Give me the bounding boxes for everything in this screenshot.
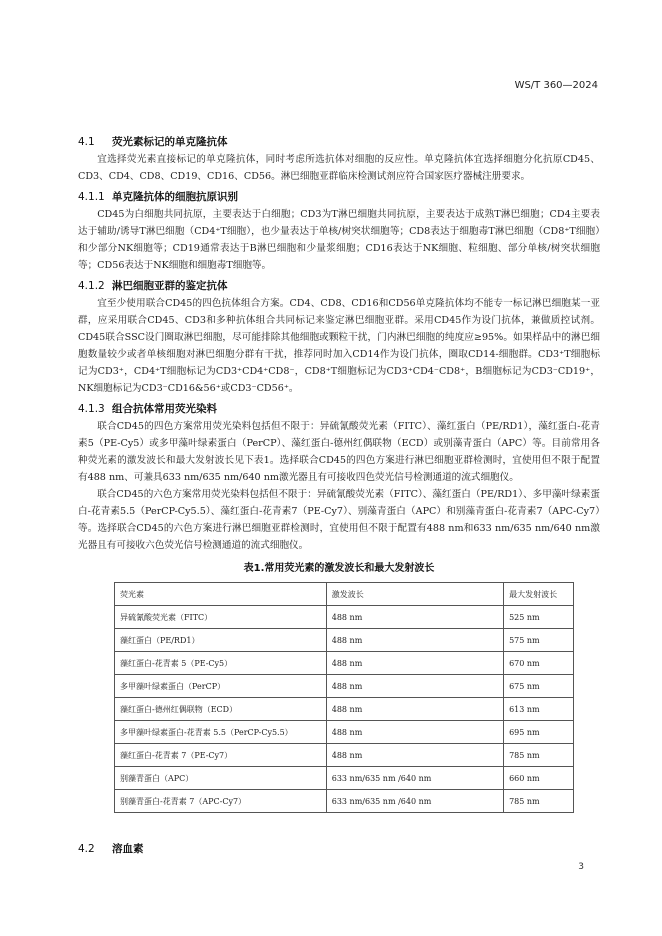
table-cell: 525 nm (504, 606, 574, 629)
page-number: 3 (578, 862, 584, 872)
section-title: 荧光素标记的单克隆抗体 (112, 136, 228, 148)
table-cell: 785 nm (504, 790, 574, 813)
section-number: 4.2 (78, 843, 95, 855)
table-cell: 488 nm (326, 652, 503, 675)
table-cell: 488 nm (326, 675, 503, 698)
table-header-row (115, 583, 574, 606)
table-row (115, 790, 574, 813)
table-cell: 藻红蛋白-德州红偶联物（ECD） (115, 698, 327, 721)
header-cell: 荧光素 (115, 583, 327, 606)
table-cell: 488 nm (326, 629, 503, 652)
table-cell: 488 nm (326, 744, 503, 767)
document-body (78, 130, 600, 813)
table-cell: 613 nm (504, 698, 574, 721)
standard-code: WS/T 360—2024 (514, 80, 598, 91)
paragraph: CD45为白细胞共同抗原，主要表达于白细胞；CD3为T淋巴细胞共同抗原，主要表达于成熟T淋巴细胞；CD4主要表达于辅助/诱导T淋巴细胞（CD4⁺T细胞），也少量表达于单核/树突状细胞等；CD8表达于细胞毒T淋巴细胞（CD8⁺T细胞）和少部分NK细胞等；CD19通常表达于B淋巴细胞和少量浆细胞；CD16表达于NK细胞、粒细胞、部分单核/树突状细胞等；CD56表达于NK细胞和细胞毒T细胞等。 (78, 209, 600, 271)
section-4-1-1-heading (78, 189, 600, 206)
table-caption: 表1.常用荧光素的激发波长和最大发射波长 (243, 563, 435, 574)
table-cell: 670 nm (504, 652, 574, 675)
table-cell: 695 nm (504, 721, 574, 744)
table-cell: 675 nm (504, 675, 574, 698)
section-4-1-3-heading (78, 401, 600, 418)
table-row (115, 744, 574, 767)
section-number: 4.1.3 (78, 403, 105, 415)
section-number: 4.1.2 (78, 280, 105, 292)
section-title: 溶血素 (112, 843, 144, 855)
section-number: 4.1 (78, 136, 95, 148)
table-row (115, 652, 574, 675)
table-cell: 多甲藻叶绿素蛋白-花青素 5.5（PerCP-Cy5.5） (115, 721, 327, 744)
table-cell: 488 nm (326, 606, 503, 629)
table-row (115, 721, 574, 744)
section-4-1-2-heading (78, 278, 600, 295)
table-cell: 别藻青蛋白（APC） (115, 767, 327, 790)
paragraph: 联合CD45的六色方案常用荧光染料包括但不限于：异硫氰酸荧光素（FITC）、藻红蛋白（PE/RD1）、多甲藻叶绿素蛋白-花青素5.5（PerCP-Cy5.5）、藻红蛋白-花青素7（PE-Cy7）、别藻青蛋白（APC）和别藻青蛋白-花青素7（APC-Cy7）等。选择联合CD45的六色方案进行淋巴细胞亚群检测时，宜使用但不限于配置有488 nm和633 nm/635 nm/640 nm激光器且有可接收六色荧光信号检测通道的流式细胞仪。 (78, 489, 600, 551)
paragraph: 联合CD45的四色方案常用荧光染料包括但不限于：异硫氰酸荧光素（FITC）、藻红蛋白（PE/RD1），藻红蛋白-花青素5（PE-Cy5）或多甲藻叶绿素蛋白（PerCP）、藻红蛋白-德州红偶联物（ECD）或别藻青蛋白（APC）等。目前常用各种荧光素的激发波长和最大发射波长见下表1。选择联合CD45的四色方案进行淋巴细胞亚群检测时，宜使用但不限于配置有488 nm、可兼具633 nm/635 nm/640 nm激光器且有可接收四色荧光信号检测通道的流式细胞仪。 (78, 421, 600, 483)
paragraph: 宜选择荧光素直接标记的单克隆抗体，同时考虑所选抗体对细胞的反应性。单克隆抗体宜选择细胞分化抗原CD45、CD3、CD4、CD8、CD19、CD16、CD56。淋巴细胞亚群临床检测试剂应符合国家医疗器械注册要求。 (78, 154, 600, 182)
section-4-1-heading (78, 134, 600, 151)
table-cell: 多甲藻叶绿素蛋白（PerCP） (115, 675, 327, 698)
table-cell: 藻红蛋白-花青素 7（PE-Cy7） (115, 744, 327, 767)
table-cell: 异硫氰酸荧光素（FITC） (115, 606, 327, 629)
table-cell: 633 nm/635 nm /640 nm (326, 767, 503, 790)
header-cell: 最大发射波长 (504, 583, 574, 606)
table-row (115, 606, 574, 629)
table-row (115, 767, 574, 790)
table-cell: 575 nm (504, 629, 574, 652)
table-cell: 别藻青蛋白-花青素 7（APC-Cy7） (115, 790, 327, 813)
table-cell: 660 nm (504, 767, 574, 790)
header-cell: 激发波长 (326, 583, 503, 606)
section-title: 组合抗体常用荧光染料 (112, 403, 217, 415)
paragraph: 宜至少使用联合CD45的四色抗体组合方案。CD4、CD8、CD16和CD56单克隆抗体均不能专一标记淋巴细胞某一亚群，应采用联合CD45、CD3和多种抗体组合共同标记来鉴定淋巴细胞亚群。采用CD45作为设门抗体，兼做质控试剂。CD45联合SSC设门圈取淋巴细胞，尽可能排除其他细胞或颗粒干扰，门内淋巴细胞的纯度应≥95%。如果样品中的淋巴细胞数量较少或者单核细胞对淋巴细胞分群有干扰，推荐同时加入CD14作为设门抗体，圈取CD14-细胞群。CD3⁺T细胞标记为CD3⁺，CD4⁺T细胞标记为CD3⁺CD4⁺CD8⁻，CD8⁺T细胞标记为CD3⁺CD4⁻CD8⁺，B细胞标记为CD3⁻CD19⁺，NK细胞标记为CD3⁻CD16&56⁺或CD3⁻CD56⁺。 (78, 298, 600, 394)
fluorochrome-table (114, 582, 574, 813)
section-4-2-heading (78, 841, 144, 858)
table-cell: 488 nm (326, 721, 503, 744)
table-row (115, 675, 574, 698)
section-title: 淋巴细胞亚群的鉴定抗体 (112, 280, 228, 292)
table-row (115, 629, 574, 652)
section-title: 单克隆抗体的细胞抗原识别 (112, 191, 238, 203)
table-cell: 488 nm (326, 698, 503, 721)
section-number: 4.1.1 (78, 191, 105, 203)
table-cell: 633 nm/635 nm /640 nm (326, 790, 503, 813)
table-cell: 藻红蛋白（PE/RD1） (115, 629, 327, 652)
table-cell: 藻红蛋白-花青素 5（PE-Cy5） (115, 652, 327, 675)
table-row (115, 698, 574, 721)
table-cell: 785 nm (504, 744, 574, 767)
